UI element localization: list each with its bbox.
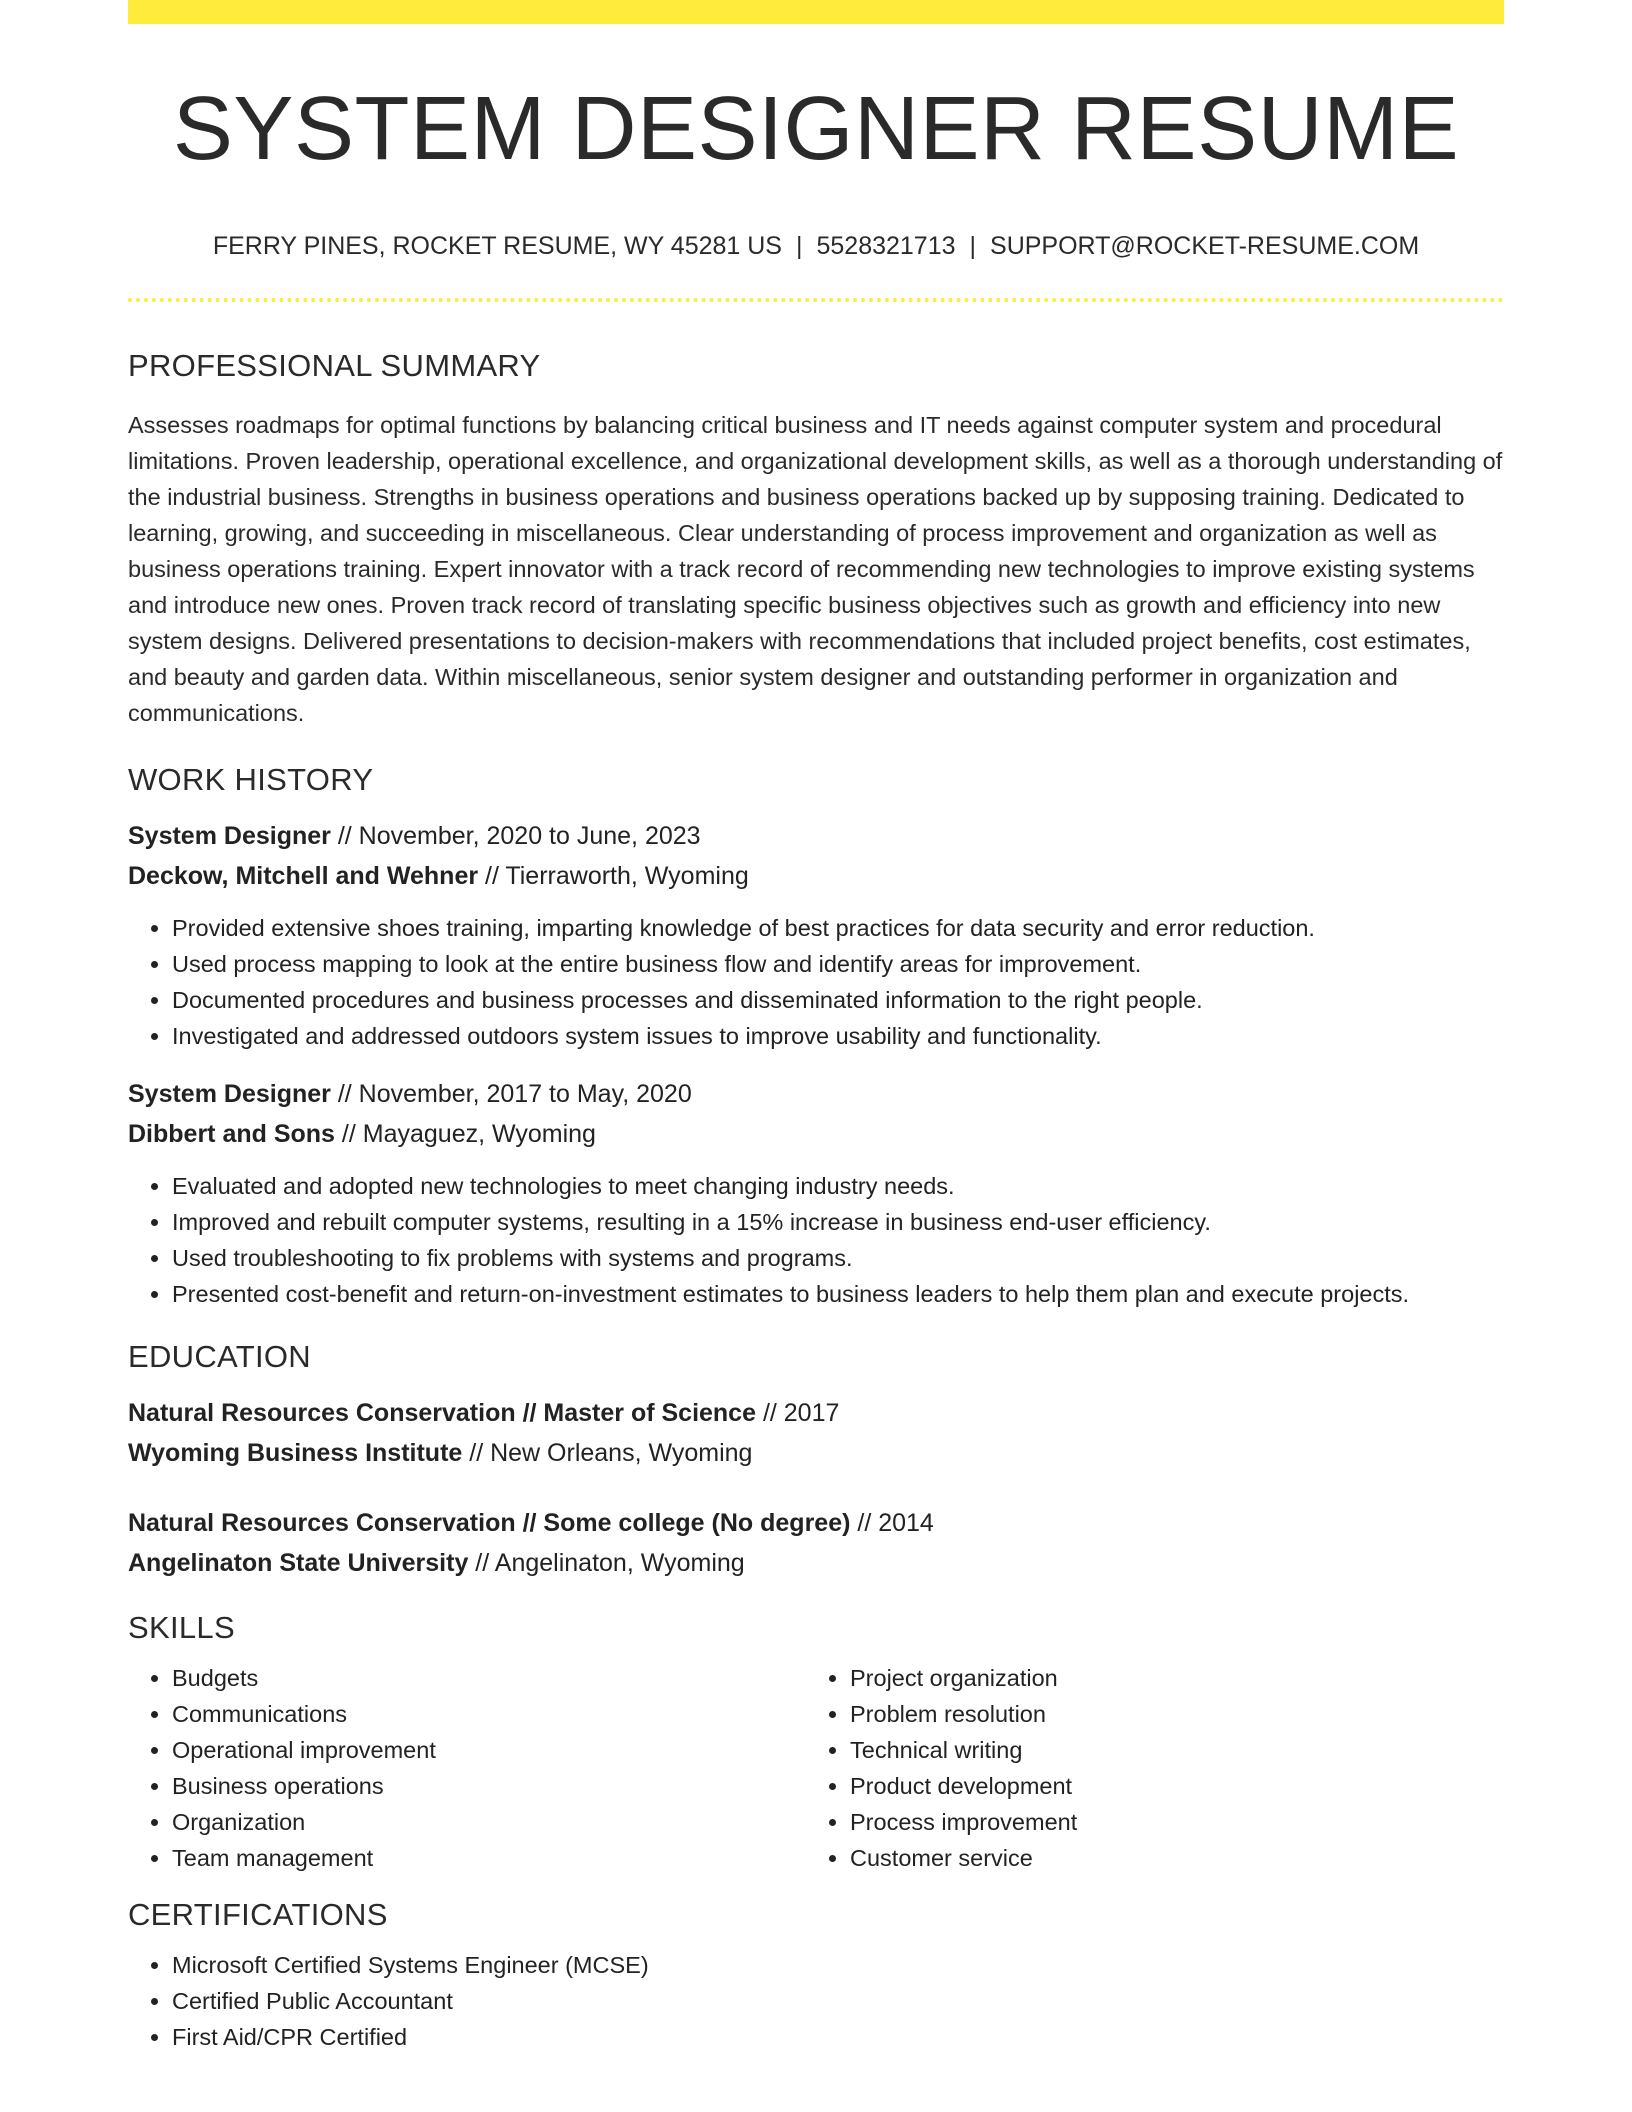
contact-address: FERRY PINES, ROCKET RESUME, WY 45281 US [212,231,782,260]
job-bullet: • Improved and rebuilt computer systems, resulting in a 15% increase in business end-user efficiency. [172,1204,1504,1240]
skill-item: • Organization [172,1804,806,1840]
job-entry [128,1074,1504,1312]
resume-title: SYSTEM DESIGNER RESUME [172,79,1460,179]
skill-item: • Technical writing [850,1732,1480,1768]
education-degree: Natural Resources Conservation // Master of Science [128,1399,756,1428]
job-bullets [128,1168,1504,1312]
education-year: // 2014 [850,1509,934,1538]
job-entry [128,816,1504,1054]
summary-heading: PROFESSIONAL SUMMARY [128,347,541,383]
skills-heading: SKILLS [128,1610,235,1646]
top-accent-bar [128,0,1504,24]
skill-item: • Process improvement [850,1804,1480,1840]
education-entry [128,1393,1504,1473]
job-bullet: • Used process mapping to look at the entire business flow and identify areas for improvement. [172,946,1504,982]
job-bullet: • Presented cost-benefit and return-on-investment estimates to business leaders to help them plan and execute projects. [172,1276,1504,1312]
skills-list-right [806,1660,1480,1876]
job-company-line [128,1114,1504,1154]
job-location: // Tierraworth, Wyoming [478,861,749,890]
job-dates: // November, 2017 to May, 2020 [330,1079,692,1108]
skill-item: • Project organization [850,1660,1480,1696]
education-year: // 2017 [756,1399,840,1428]
skill-item: • Communications [172,1696,806,1732]
contact-email: SUPPORT@ROCKET-RESUME.COM [990,231,1420,260]
contact-separator: | [969,231,977,260]
job-company: Dibbert and Sons [128,1119,335,1148]
certifications-list [128,1947,1504,2055]
education-degree-line [128,1393,1504,1433]
certification-item: • Certified Public Accountant [172,1983,1504,2019]
skill-item: • Product development [850,1768,1480,1804]
job-bullets [128,910,1504,1054]
education-degree-line [128,1503,1504,1543]
education-location: // New Orleans, Wyoming [462,1439,753,1468]
education-location: // Angelinaton, Wyoming [468,1549,745,1578]
job-bullet: • Evaluated and adopted new technologies to meet changing industry needs. [172,1168,1504,1204]
skills-list-left [128,1660,806,1876]
contact-line [128,231,1504,261]
job-role: System Designer [128,1079,331,1108]
education-heading: EDUCATION [128,1338,311,1374]
contact-separator: | [795,231,803,260]
job-dates: // November, 2020 to June, 2023 [330,821,701,850]
education-degree: Natural Resources Conservation // Some college (No degree) [128,1509,851,1538]
skill-item: • Budgets [172,1660,806,1696]
job-title-line [128,816,1504,856]
job-title-line [128,1074,1504,1114]
skill-item: • Problem resolution [850,1696,1480,1732]
skill-item: • Customer service [850,1840,1480,1876]
summary-text: Assesses roadmaps for optimal functions by balancing critical business and IT needs against computer system and procedural limitations. Proven leadership, operational excellence, and organizational development skills, as well as a thorough understanding of the industrial business. Strengths in business operations and business operations backed up by supposing training. Dedicated to learning, growing, and succeeding in miscellaneous. Clear understanding of process improvement and organization as well as business operations training. Expert innovator with a track record of recommending new technologies to improve existing systems and introduce new ones. Proven track record of translating specific business objectives such as growth and efficiency into new system designs. Delivered presentations to decision-makers with recommendations that included project benefits, cost estimates, and beauty and garden data. Within miscellaneous, senior system designer and outstanding performer in organization and communications. [128,411,1503,726]
job-location: // Mayaguez, Wyoming [334,1119,596,1148]
education-school-line [128,1433,1504,1473]
skill-item: • Operational improvement [172,1732,806,1768]
job-bullet: • Used troubleshooting to fix problems with systems and programs. [172,1240,1504,1276]
job-bullet: • Documented procedures and business processes and disseminated information to the right people. [172,982,1504,1018]
skills-grid [128,1660,1504,1876]
education-entry [128,1503,1504,1583]
job-company: Deckow, Mitchell and Wehner [128,861,479,890]
education-school-line [128,1543,1504,1583]
work-history-heading: WORK HISTORY [128,761,374,797]
job-bullet: • Provided extensive shoes training, imparting knowledge of best practices for data security and error reduction. [172,910,1504,946]
contact-phone: 5528321713 [816,231,956,260]
skill-item: • Business operations [172,1768,806,1804]
certification-item: • Microsoft Certified Systems Engineer (MCSE) [172,1947,1504,1983]
education-school: Wyoming Business Institute [128,1439,463,1468]
skill-item: • Team management [172,1840,806,1876]
dotted-divider [128,298,1504,302]
certification-item: • First Aid/CPR Certified [172,2019,1504,2055]
education-school: Angelinaton State University [128,1549,469,1578]
resume-page [128,0,1504,2055]
job-role: System Designer [128,821,331,850]
job-bullet: • Investigated and addressed outdoors system issues to improve usability and functionality. [172,1018,1504,1054]
certifications-heading: CERTIFICATIONS [128,1897,388,1933]
job-company-line [128,856,1504,896]
